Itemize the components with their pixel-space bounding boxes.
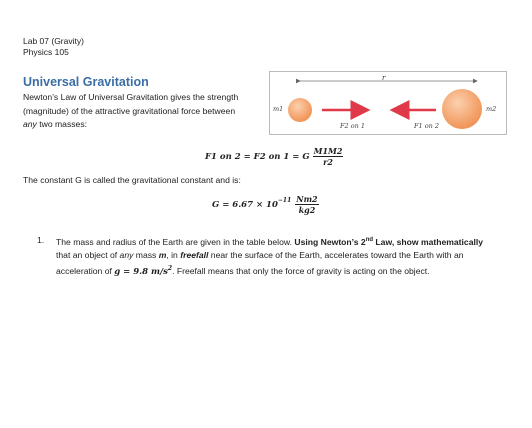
header-course: Physics 105	[23, 47, 69, 57]
gravitation-figure	[269, 71, 507, 135]
mass-1-label: m1	[273, 105, 284, 113]
intro-line-3: any two masses:	[23, 119, 88, 130]
section-title: Universal Gravitation	[23, 75, 149, 89]
intro-paragraph	[23, 91, 263, 132]
equation-2-exponent: −11	[277, 197, 292, 204]
mass-1-sphere	[288, 98, 312, 122]
intro-line-2: (magnitude) of the attractive gravitational force between	[23, 105, 236, 116]
equation-2-lhs: G = 6.67 × 10	[212, 199, 278, 210]
mass-2-label: m2	[486, 105, 497, 113]
force-on-1-label: F2 on 1	[340, 122, 366, 130]
mass-2-sphere	[442, 89, 482, 129]
acceleration-value: g = 9.8 m/s	[114, 267, 168, 278]
newton-gravitation-equation	[205, 146, 343, 167]
question-1-text	[56, 234, 506, 279]
separation-label: r	[382, 74, 386, 82]
equation-1-lhs: F1 on 2 = F2 on 1 = G	[205, 151, 310, 162]
equation-1-numerator: M1M2	[313, 146, 343, 156]
question-1-line-2: that an object of any mass m, in freefall near the surface of the Earth, accelerates toward the Earth with an	[56, 250, 464, 261]
equation-1-denominator: r2	[323, 157, 333, 167]
equation-2-denominator: kg2	[298, 205, 316, 215]
intro-any: any	[23, 119, 37, 130]
gravitation-diagram	[270, 72, 506, 134]
constant-text: The constant G is called the gravitational constant and is:	[23, 175, 241, 185]
gravitational-constant-equation	[212, 194, 319, 215]
equation-2-fraction	[295, 194, 318, 215]
header-lab-title: Lab 07 (Gravity)	[23, 36, 84, 46]
equation-2-numerator: Nm2	[296, 194, 318, 204]
intro-line-1: Newton’s Law of Universal Gravitation gives the strength	[23, 92, 239, 102]
equation-1-fraction	[313, 146, 344, 167]
question-1-line-3: acceleration of g = 9.8 $m/s^2$. Freefall means that only the force of gravity is acting on the object.	[56, 265, 430, 278]
question-1-number: 1.	[37, 235, 45, 245]
force-on-2-label: F1 on 2	[414, 122, 440, 130]
question-1-line-1: The mass and radius of the Earth are given in the table below. Using Newton’s 2nd Law, show mathematically	[56, 236, 484, 247]
